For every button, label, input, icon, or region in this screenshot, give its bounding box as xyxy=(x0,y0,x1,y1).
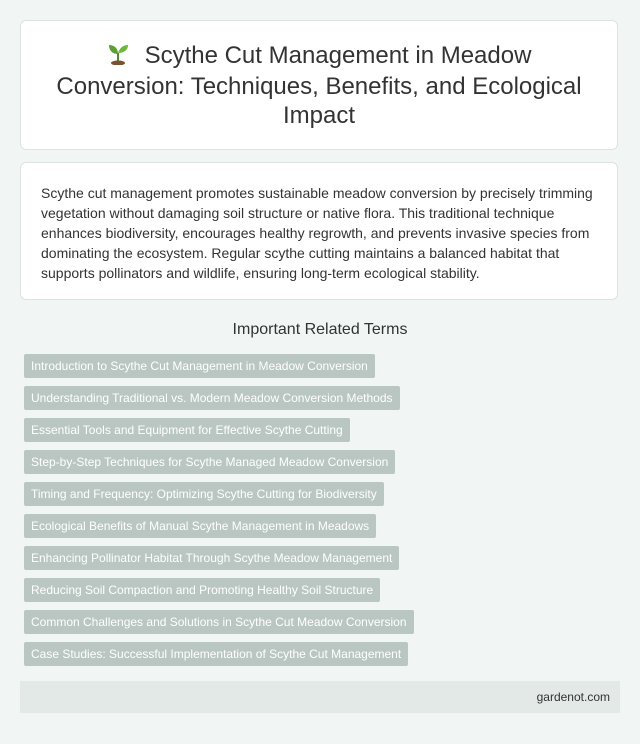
related-term-tag[interactable]: Enhancing Pollinator Habitat Through Scythe Meadow Management xyxy=(24,546,399,570)
page-title xyxy=(21,41,617,130)
summary-text: Scythe cut management promotes sustainable meadow conversion by precisely trimming vegetation without damaging soil structure or native flora. This traditional technique enhances biodiversity, encourages healthy regrowth, and prevents invasive species from dominating the ecosystem. Regular scythe cutting maintains a balanced habitat that supports pollinators and wildlife, ensuring long-term ecological stability. xyxy=(41,185,593,281)
related-term-tag[interactable]: Ecological Benefits of Manual Scythe Management in Meadows xyxy=(24,514,376,538)
related-term-tag[interactable]: Common Challenges and Solutions in Scythe Cut Meadow Conversion xyxy=(24,610,414,634)
related-term-tag[interactable]: Understanding Traditional vs. Modern Meadow Conversion Methods xyxy=(24,386,400,410)
sprout-icon xyxy=(107,41,129,72)
related-terms-list xyxy=(24,354,624,674)
page-title-text: Scythe Cut Management in Meadow Conversion: Techniques, Benefits, and Ecological Impact xyxy=(56,41,582,129)
related-term-tag[interactable]: Case Studies: Successful Implementation of Scythe Cut Management xyxy=(24,642,408,666)
footer xyxy=(20,681,620,713)
related-term-tag[interactable]: Reducing Soil Compaction and Promoting Healthy Soil Structure xyxy=(24,578,380,602)
related-terms-heading: Important Related Terms xyxy=(232,321,408,338)
summary-card xyxy=(20,162,618,300)
related-term-tag[interactable]: Essential Tools and Equipment for Effective Scythe Cutting xyxy=(24,418,350,442)
related-term-tag[interactable]: Timing and Frequency: Optimizing Scythe Cutting for Biodiversity xyxy=(24,482,384,506)
title-card xyxy=(20,20,618,150)
related-term-tag[interactable]: Step-by-Step Techniques for Scythe Managed Meadow Conversion xyxy=(24,450,395,474)
footer-site-link[interactable]: gardenot.com xyxy=(536,690,610,704)
related-term-tag[interactable]: Introduction to Scythe Cut Management in Meadow Conversion xyxy=(24,354,375,378)
